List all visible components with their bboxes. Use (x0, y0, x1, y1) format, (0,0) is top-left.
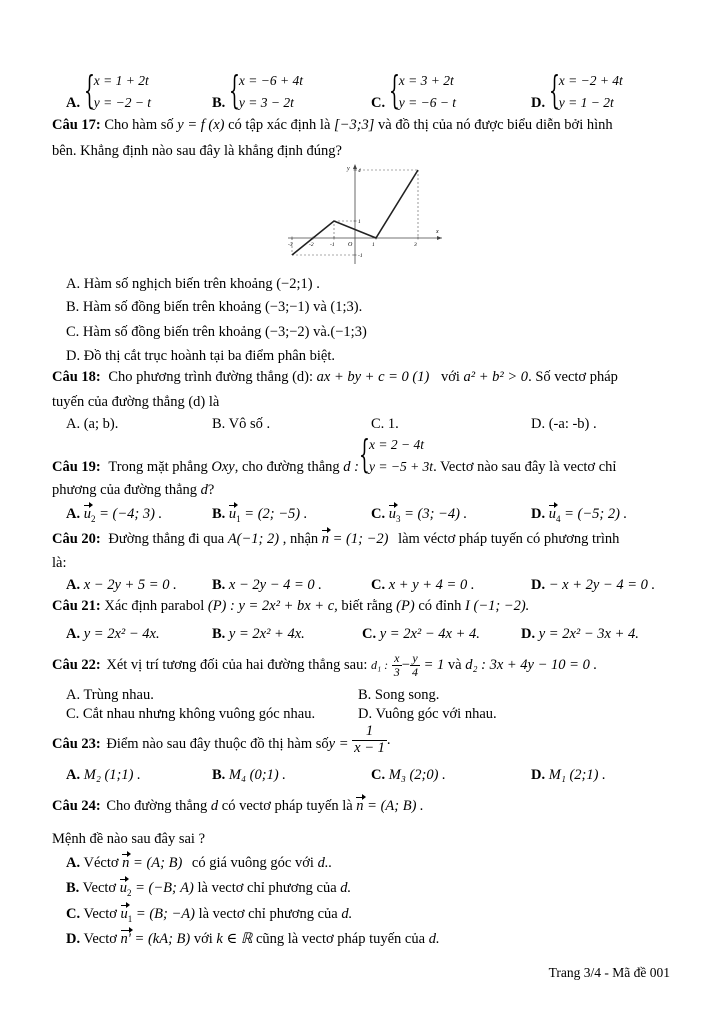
q18-option-d: D. (-a: -b) . (531, 416, 597, 432)
stem-text: làm véctơ pháp tuyến có phương trình (398, 531, 620, 547)
param-system: { x = 1 + 2t y = −2 − t (83, 68, 152, 112)
option-text: Vectơ (82, 880, 117, 896)
math-expr: y = f (x) (177, 117, 225, 133)
vector-u: u (120, 906, 128, 922)
option-label: C. (66, 906, 81, 922)
stem-text: với (440, 369, 460, 385)
subscript: 2 (90, 513, 96, 524)
math-expr: d.. (317, 855, 333, 871)
q20-option-b (212, 577, 322, 594)
vector-u: u (388, 506, 396, 522)
eq-line: y = 3 − 2t (238, 95, 294, 110)
x-axis-label: x (436, 229, 439, 235)
q17-stem (52, 117, 613, 134)
option-label: D. (531, 767, 546, 783)
math-expr: − x + 2y − 4 = 0 . (548, 577, 656, 593)
param-system: { x = 2 − 4t y = −5 + 3t (358, 432, 434, 476)
origin-label: O (348, 242, 353, 248)
subscript: 4 (555, 513, 561, 524)
stem-text: Điểm nào sau đây thuộc đồ thị hàm số (106, 735, 329, 752)
stem-text: , nhận (282, 531, 319, 547)
param-system: { x = −6 + 4t y = 3 − 2t (228, 68, 303, 112)
q21-option-a (66, 626, 160, 643)
option-label: A. (66, 855, 81, 871)
q23-option-b (212, 767, 286, 784)
x-tick-label: -3 (288, 242, 293, 248)
eq-line: y = −6 − t (398, 95, 457, 110)
math-expr: = (1; −2) (332, 531, 389, 547)
math-expr: y = (328, 735, 349, 752)
q17-option-d: D. Đồ thị cắt trục hoành tại ba điểm phân biệt. (66, 348, 335, 364)
math-expr: = (A; B) . (367, 798, 424, 814)
y-tick-label: 4 (358, 168, 361, 174)
option-label: C. (371, 506, 386, 522)
vector-u: u (83, 506, 91, 522)
param-system: { x = −2 + 4t y = 1 − 2t (548, 68, 623, 112)
fraction-x-3 (392, 652, 402, 679)
math-expr: d : (343, 459, 359, 476)
math-expr: [−3;3] (334, 117, 375, 133)
math-expr: d₁ : (371, 658, 389, 673)
math-expr: k ∈ ℝ (216, 931, 253, 947)
denominator: x − 1 (354, 739, 385, 756)
denominator: 3 (393, 665, 400, 680)
math-expr: y = 2x² + 4x. (228, 626, 305, 642)
q22-option-d: D. Vuông góc với nhau. (358, 706, 497, 722)
math-expr: = (kA; B) (134, 931, 191, 947)
question-number: Câu 23: (52, 735, 101, 752)
q22-option-b: B. Song song. (358, 687, 440, 703)
y-tick-label: 1 (358, 219, 361, 225)
q17-option-b: B. Hàm số đồng biến trên khoảng (−3;−1) và (1;3). (66, 299, 363, 315)
q21-option-d (521, 626, 639, 643)
eq-line: x = 2 − 4t (368, 437, 424, 452)
stem-text: có vectơ pháp tuyến là (221, 798, 353, 814)
q17-option-c: C. Hàm số đồng biến trên khoảng (−3;−2) và.(−1;3) (66, 324, 367, 340)
q22-stem (52, 652, 597, 679)
option-label: D. (531, 506, 546, 522)
math-expr: x − 2y − 4 = 0 . (228, 577, 322, 593)
stem-text: và (447, 657, 462, 674)
q22-option-c: C. Cắt nhau nhưng không vuông góc nhau. (66, 706, 316, 722)
math-expr: M₂ (1;1) . (83, 767, 141, 783)
option-text: Véctơ (83, 855, 119, 871)
numerator: x (392, 652, 402, 666)
question-number: Câu 22: (52, 657, 101, 674)
x-axis-arrow (437, 236, 442, 240)
math-expr: d₂ : 3x + 4y − 10 = 0 . (465, 657, 598, 674)
vector-n: n (122, 855, 130, 871)
vector-n-prime: n' (120, 931, 131, 947)
math-expr: = (−5; 2) . (564, 506, 628, 522)
option-text: là vectơ chỉ phương của (197, 880, 337, 896)
subscript: 1 (236, 513, 241, 524)
punct: . (386, 731, 391, 748)
q19-option-c (371, 506, 467, 524)
math-expr: d. (340, 880, 352, 896)
vector-u: u (548, 506, 556, 522)
x-tick-label: 1 (372, 242, 375, 248)
option-label: A. (66, 506, 81, 522)
q24-option-c (66, 906, 352, 924)
eq-line: x = −6 + 4t (238, 73, 303, 88)
x-tick-label: -1 (330, 242, 335, 248)
y-axis-arrow (353, 164, 357, 169)
question-number: Câu 24: (52, 798, 101, 814)
q20-stem-line2: là: (52, 555, 67, 571)
math-expr: A(−1; 2) (227, 531, 280, 547)
math-expr: (P) : y = 2x² + bx + c, (207, 598, 338, 614)
eq-line: x = 1 + 2t (93, 73, 149, 88)
stem-text: Cho đường thẳng (106, 798, 208, 814)
option-label: C. (371, 767, 386, 783)
math-expr: = (−B; A) (135, 880, 194, 896)
stem-text: và đồ thị của nó được biểu diễn bởi hình (378, 117, 613, 133)
q18-stem (52, 369, 618, 386)
math-expr: ax + by + c = 0 (1) (316, 369, 430, 385)
math-expr: d. (341, 906, 353, 922)
math-expr: = (−4; 3) . (99, 506, 163, 522)
q16-option-c (371, 70, 456, 114)
y-axis-label: y (347, 166, 350, 172)
option-text: cũng là vectơ pháp tuyến của (255, 931, 426, 947)
q18-option-a: A. (a; b). (66, 416, 119, 432)
option-label: B. (212, 767, 226, 783)
stem-text: Đường thẳng đi qua (108, 531, 225, 547)
stem-text: Xác định parabol (104, 598, 205, 614)
q18-option-b: B. Vô số . (212, 416, 271, 432)
option-label: C. (371, 577, 386, 593)
q16-option-a (66, 70, 151, 114)
option-label: D. (531, 577, 546, 593)
q23-stem (52, 724, 391, 757)
math-expr: = (3; −4) . (404, 506, 468, 522)
q24-stem-line2: Mệnh đề nào sau đây sai ? (52, 831, 206, 847)
option-label: A. (66, 577, 81, 593)
option-text: với (193, 931, 213, 947)
vector-n: n (321, 531, 330, 547)
stem-text: Xét vị trí tương đối của hai đường thẳng sau: (106, 657, 368, 674)
option-label: B. (212, 626, 226, 642)
stem-text: , cho đường thẳng (234, 459, 340, 476)
q24-option-a (66, 855, 332, 872)
stem-text: có đỉnh (418, 598, 462, 614)
stem-text: Cho phương trình đường thẳng (d): (108, 369, 314, 385)
option-label: D. (66, 931, 81, 947)
math-expr: a² + b² > 0 (463, 369, 529, 385)
q19-stem (52, 434, 616, 478)
question-number: Câu 20: (52, 531, 101, 547)
option-label: B. (66, 880, 80, 896)
math-expr: M₁ (2;1) . (548, 767, 606, 783)
denominator: 4 (411, 665, 418, 680)
q16-option-d (531, 70, 623, 114)
math-expr: y = 2x² − 4x + 4. (379, 626, 480, 642)
subscript: 1 (127, 913, 133, 924)
x-tick-label: 3 (414, 242, 417, 248)
q24-stem (52, 798, 424, 815)
q22-option-a: A. Trùng nhau. (66, 687, 154, 703)
question-number: Câu 19: (52, 459, 101, 476)
q16-option-b (212, 70, 303, 114)
question-number: Câu 17: (52, 117, 101, 133)
eq-line: y = −5 + 3t (368, 459, 434, 474)
q21-option-b (212, 626, 305, 643)
q19-stem-line2 (52, 482, 214, 499)
option-label: D. (521, 626, 536, 642)
math-expr: x + y + 4 = 0 . (388, 577, 475, 593)
math-expr: = (A; B) (133, 855, 183, 871)
x-tick-label: -2 (309, 242, 314, 248)
math-expr: d (200, 482, 208, 498)
stem-text: . Số vectơ pháp (528, 369, 618, 385)
q21-option-c (362, 626, 480, 643)
q20-stem (52, 531, 619, 548)
q20-option-d (531, 577, 655, 594)
q20-option-a (66, 577, 177, 594)
option-label: C. (371, 95, 386, 112)
option-text: Vectơ (83, 931, 117, 947)
math-expr: d (210, 798, 219, 814)
q23-option-d (531, 767, 606, 784)
q19-option-d (531, 506, 627, 524)
stem-text: Cho hàm số (104, 117, 174, 133)
math-expr: = (B; −A) (135, 906, 195, 922)
math-expr: = 1 (423, 657, 445, 674)
subscript: 2 (126, 887, 132, 898)
eq-line: x = −2 + 4t (558, 73, 623, 88)
eq-line: y = 1 − 2t (558, 95, 614, 110)
math-expr: M₃ (2;0) . (388, 767, 446, 783)
q21-stem (52, 598, 529, 615)
stem-text: có tập xác định là (228, 117, 331, 133)
math-expr: I (−1; −2). (465, 598, 530, 614)
option-label: B. (212, 95, 226, 112)
param-system: { x = 3 + 2t y = −6 − t (388, 68, 457, 112)
stem-text: biết rằng (341, 598, 393, 614)
vector-u: u (119, 880, 127, 896)
q17-stem-line2: bên. Khẳng định nào sau đây là khẳng định đúng? (52, 143, 342, 159)
math-op: − (401, 657, 410, 674)
fraction-y-4 (410, 652, 420, 679)
numerator: y (410, 652, 420, 666)
numerator: 1 (352, 724, 387, 741)
option-label: A. (66, 95, 81, 112)
q18-option-c: C. 1. (371, 416, 399, 432)
q17-graph (280, 160, 450, 270)
stem-text: . Vectơ nào sau đây là vectơ chỉ (433, 459, 617, 476)
eq-line: x = 3 + 2t (398, 73, 454, 88)
math-expr: Oxy (211, 459, 235, 476)
q17-option-a: A. Hàm số nghịch biến trên khoảng (−2;1) . (66, 276, 320, 292)
math-expr: = (2; −5) . (244, 506, 308, 522)
vector-u: u (228, 506, 237, 522)
page-footer: Trang 3/4 - Mã đề 001 (548, 965, 670, 980)
question-number: Câu 18: (52, 369, 101, 385)
math-expr: y = 2x² − 3x + 4. (538, 626, 639, 642)
stem-text: ? (207, 482, 215, 498)
q18-stem-line2: tuyến của đường thẳng (d) là (52, 394, 220, 410)
eq-line: y = −2 − t (93, 95, 152, 110)
math-expr: M₄ (0;1) . (228, 767, 286, 783)
q19-option-b (212, 506, 307, 524)
option-text: có giá vuông góc với (191, 855, 314, 871)
option-label: D. (531, 95, 546, 112)
subscript: 3 (395, 513, 401, 524)
option-text: Vectơ (83, 906, 117, 922)
option-label: A. (66, 626, 81, 642)
vector-n: n (356, 798, 364, 814)
math-expr: y = 2x² − 4x. (83, 626, 160, 642)
q23-option-a (66, 767, 141, 784)
math-expr: (P) (396, 598, 415, 614)
y-tick-label: -1 (358, 253, 363, 259)
stem-text: phương của đường thẳng (52, 482, 198, 498)
option-label: B. (212, 577, 226, 593)
q20-option-c (371, 577, 474, 594)
q24-option-b (66, 880, 351, 898)
question-number: Câu 21: (52, 598, 101, 614)
stem-text: Trong mặt phẳng (108, 459, 208, 476)
q23-option-c (371, 767, 446, 784)
q19-option-a (66, 506, 162, 524)
fraction-1-over-x-1 (352, 724, 387, 757)
math-expr: x − 2y + 5 = 0 . (83, 577, 177, 593)
math-expr: d. (428, 931, 440, 947)
option-text: là vectơ chỉ phương của (198, 906, 338, 922)
option-label: C. (362, 626, 377, 642)
q24-option-d (66, 931, 440, 948)
option-label: A. (66, 767, 81, 783)
option-label: B. (212, 506, 226, 522)
